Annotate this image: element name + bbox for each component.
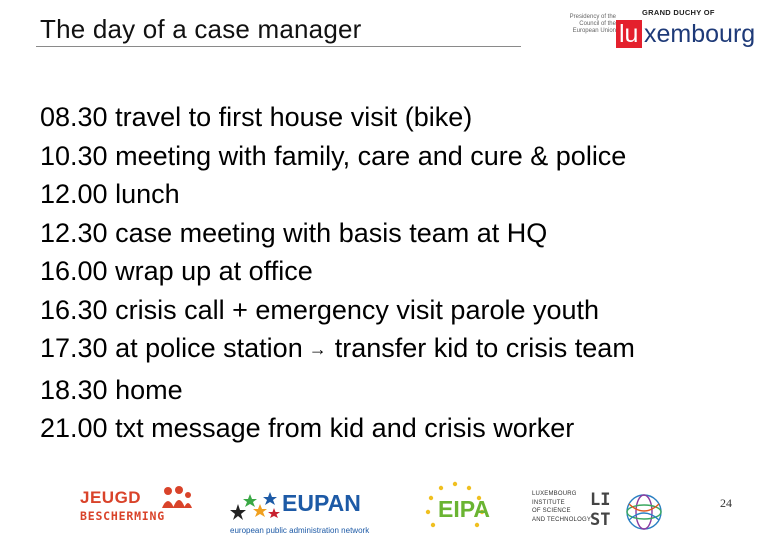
agenda-text: home xyxy=(115,374,183,405)
list-text-line: INSTITUTE xyxy=(532,499,565,506)
eupan-logo xyxy=(230,486,382,538)
agenda-time: 21.00 xyxy=(40,413,108,443)
people-icon xyxy=(160,486,194,510)
slide-title: The day of a case manager xyxy=(40,14,362,44)
eipa-logo-text: EIPA xyxy=(438,496,490,522)
agenda-item xyxy=(40,409,635,448)
luxembourg-logo xyxy=(616,8,768,48)
list-logo xyxy=(532,488,664,536)
agenda-text: lunch xyxy=(115,179,180,209)
list-text-line: AND TECHNOLOGY xyxy=(532,516,592,523)
agenda-time: 12.30 xyxy=(40,217,108,248)
agenda-item xyxy=(40,371,635,410)
agenda-list xyxy=(40,98,635,448)
page-number: 24 xyxy=(720,496,732,510)
luxembourg-box-text: lu xyxy=(619,20,639,48)
list-mark-line: ST xyxy=(590,510,611,530)
agenda-text: meeting with family, care and cure & police xyxy=(115,140,627,171)
presidency-logo: Presidency of the Council of the European Union xyxy=(569,14,616,34)
title-underline xyxy=(36,46,521,47)
agenda-text: txt message from kid and crisis worker xyxy=(115,413,575,443)
agenda-time: 16.00 xyxy=(40,256,108,286)
agenda-text: wrap up at office xyxy=(115,256,313,286)
jeugdbescherming-logo xyxy=(80,486,195,532)
agenda-item xyxy=(40,252,635,291)
agenda-time: 17.30 xyxy=(40,333,108,363)
agenda-time: 16.30 xyxy=(40,294,108,325)
eipa-logo xyxy=(412,480,502,536)
list-logo-mark xyxy=(590,490,618,530)
list-mark-line: LI xyxy=(590,490,611,510)
agenda-text: case meeting with basis team at HQ xyxy=(115,217,548,248)
agenda-text: crisis call + emergency visit parole youth xyxy=(115,294,600,325)
agenda-item xyxy=(40,329,635,371)
eupan-logo-subtext: european public administration network xyxy=(230,526,370,535)
jeugd-logo-text: JEUGD xyxy=(80,488,142,507)
agenda-item xyxy=(40,137,635,176)
agenda-item xyxy=(40,291,635,330)
stars-icon xyxy=(230,486,282,524)
agenda-item xyxy=(40,214,635,253)
list-text-line: LUXEMBOURG xyxy=(532,491,577,497)
arrow-right-icon: → xyxy=(308,339,327,359)
jeugd-logo-subtext: BESCHERMING xyxy=(80,509,165,523)
list-logo-text xyxy=(532,490,591,524)
agenda-time: 12.00 xyxy=(40,179,108,209)
luxembourg-logo-top: GRAND DUCHY OF xyxy=(642,8,715,17)
eupan-logo-text: EUPAN xyxy=(282,490,361,516)
agenda-text: travel to first house visit (bike) xyxy=(115,102,473,132)
luxembourg-word-rest: xembourg xyxy=(644,20,756,48)
globe-icon xyxy=(624,488,664,536)
list-text-line: OF SCIENCE xyxy=(532,508,571,515)
agenda-item xyxy=(40,175,635,214)
agenda-text: transfer kid to crisis team xyxy=(334,333,635,363)
agenda-time: 10.30 xyxy=(40,140,108,171)
agenda-text: at police station xyxy=(115,333,303,363)
agenda-item xyxy=(40,98,635,137)
luxembourg-red-box xyxy=(616,20,642,48)
luxembourg-wordmark xyxy=(616,20,755,48)
agenda-time: 08.30 xyxy=(40,102,108,132)
agenda-time: 18.30 xyxy=(40,374,108,405)
